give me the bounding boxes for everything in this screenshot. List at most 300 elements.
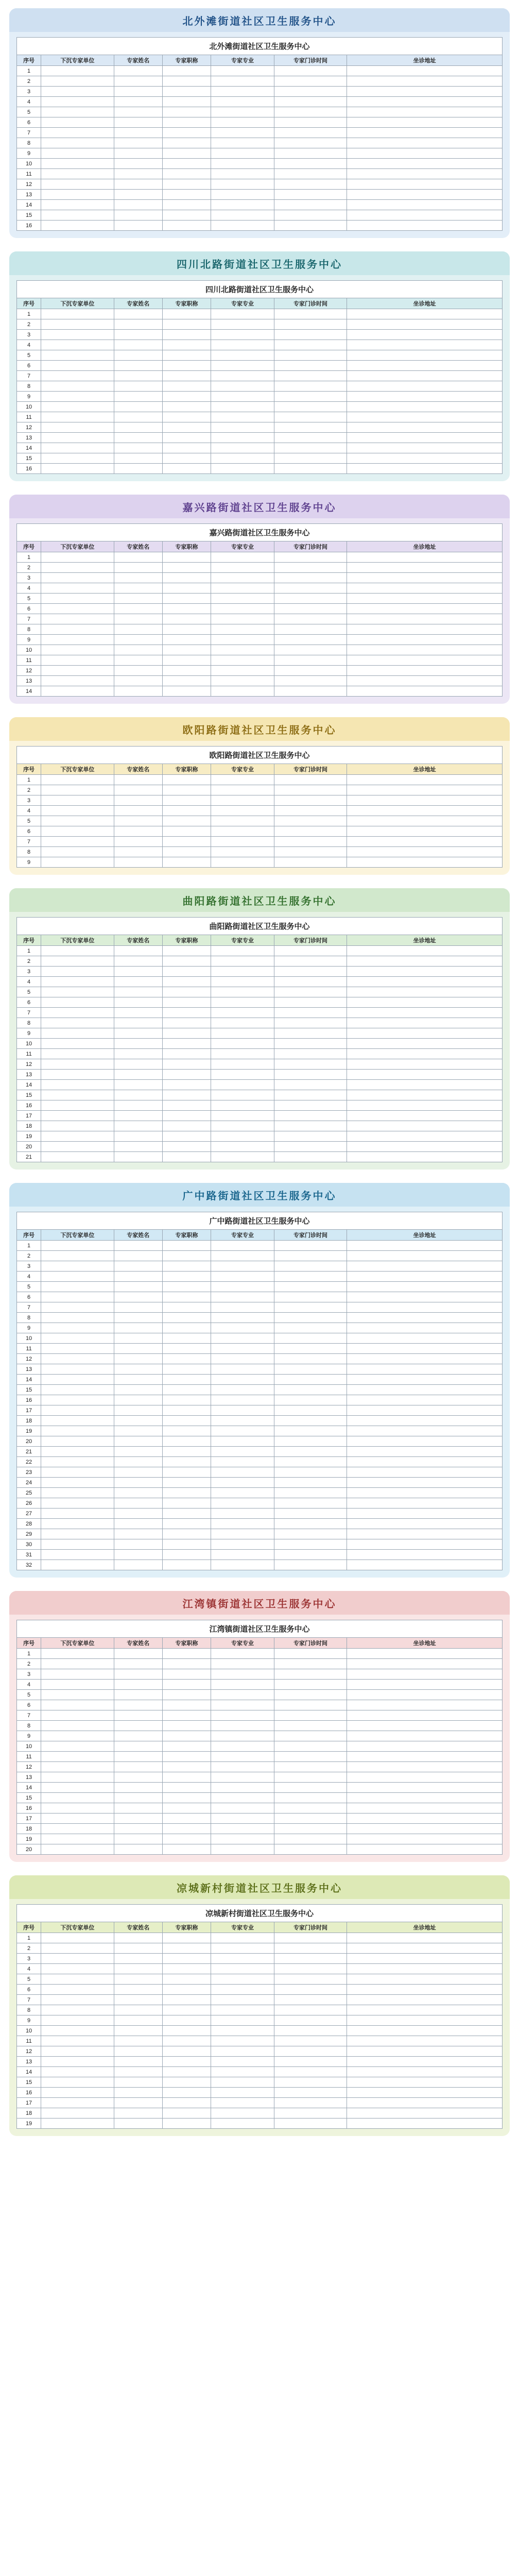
table-cell xyxy=(274,1080,347,1090)
table-cell xyxy=(211,190,274,200)
table-cell xyxy=(114,138,162,148)
row-number: 1 xyxy=(17,552,41,563)
table-cell xyxy=(162,2057,211,2067)
table-cell xyxy=(162,1426,211,1436)
table-cell xyxy=(114,1457,162,1467)
table-cell xyxy=(41,1824,114,1834)
table-cell xyxy=(41,1772,114,1783)
table-cell xyxy=(211,987,274,997)
table-cell xyxy=(162,1933,211,1943)
table-cell xyxy=(41,785,114,795)
table-cell xyxy=(41,1018,114,1028)
table-cell xyxy=(274,1405,347,1416)
table-cell xyxy=(211,1488,274,1498)
table-cell xyxy=(274,1344,347,1354)
table-cell xyxy=(347,148,503,159)
table-cell xyxy=(211,117,274,128)
table-caption: 凉城新村街道社区卫生服务中心 xyxy=(16,1904,503,1922)
table-cell xyxy=(211,1447,274,1457)
table-row xyxy=(17,1261,503,1272)
table-cell xyxy=(274,1680,347,1690)
table-cell xyxy=(274,1964,347,1974)
table-cell xyxy=(347,997,503,1008)
table-header-row xyxy=(17,541,503,552)
table-row xyxy=(17,1447,503,1457)
table-cell xyxy=(274,857,347,868)
table-cell xyxy=(347,402,503,412)
row-number: 5 xyxy=(17,987,41,997)
table-cell xyxy=(211,655,274,666)
table-cell xyxy=(347,2108,503,2119)
table-cell xyxy=(347,1772,503,1783)
table-cell xyxy=(162,1752,211,1762)
column-header: 专家门诊时间 xyxy=(274,298,347,309)
table-cell xyxy=(274,1251,347,1261)
table-cell xyxy=(41,946,114,956)
table-cell xyxy=(162,148,211,159)
table-cell xyxy=(211,148,274,159)
table-cell xyxy=(162,795,211,806)
table-cell xyxy=(41,1519,114,1529)
table-caption: 欧阳路街道社区卫生服务中心 xyxy=(16,746,503,764)
table-row xyxy=(17,1741,503,1752)
table-cell xyxy=(274,2015,347,2026)
table-cell xyxy=(347,2098,503,2108)
table-row xyxy=(17,1039,503,1049)
table-row xyxy=(17,806,503,816)
table-cell xyxy=(41,2108,114,2119)
table-cell xyxy=(114,1282,162,1292)
table-cell xyxy=(211,1313,274,1323)
row-number: 9 xyxy=(17,1323,41,1333)
table-cell xyxy=(274,2119,347,2129)
table-cell xyxy=(347,117,503,128)
table-cell xyxy=(211,1131,274,1142)
row-number: 4 xyxy=(17,97,41,107)
table-cell xyxy=(347,159,503,169)
table-cell xyxy=(114,987,162,997)
table-cell xyxy=(211,464,274,474)
table-cell xyxy=(41,2119,114,2129)
table-row xyxy=(17,552,503,563)
table-cell xyxy=(211,666,274,676)
row-number: 10 xyxy=(17,402,41,412)
table-cell xyxy=(162,340,211,350)
table-cell xyxy=(41,635,114,645)
column-header: 坐诊地址 xyxy=(347,541,503,552)
table-cell xyxy=(211,1560,274,1570)
column-header: 坐诊地址 xyxy=(347,764,503,775)
table-cell xyxy=(347,1080,503,1090)
table-cell xyxy=(274,381,347,392)
table-cell xyxy=(114,946,162,956)
table-cell xyxy=(274,1121,347,1131)
table-row xyxy=(17,148,503,159)
table-cell xyxy=(162,1282,211,1292)
table-cell xyxy=(347,1669,503,1680)
table-row xyxy=(17,1251,503,1261)
sections-list xyxy=(9,8,510,2136)
table-cell xyxy=(274,1995,347,2005)
row-number: 13 xyxy=(17,1070,41,1080)
row-number: 9 xyxy=(17,1028,41,1039)
table-cell xyxy=(41,1416,114,1426)
table-cell xyxy=(274,97,347,107)
table-cell xyxy=(211,1954,274,1964)
table-row xyxy=(17,1943,503,1954)
row-number: 11 xyxy=(17,655,41,666)
column-header: 专家专业 xyxy=(211,764,274,775)
table-cell xyxy=(274,552,347,563)
table-cell xyxy=(211,1680,274,1690)
table-cell xyxy=(162,169,211,179)
table-cell xyxy=(162,826,211,837)
row-number: 7 xyxy=(17,1302,41,1313)
table-cell xyxy=(274,1550,347,1560)
table-cell xyxy=(211,604,274,614)
table-cell xyxy=(274,997,347,1008)
column-header: 下沉专家单位 xyxy=(41,1922,114,1933)
table-cell xyxy=(347,1059,503,1070)
table-cell xyxy=(211,1550,274,1560)
table-cell xyxy=(347,1364,503,1375)
row-number: 17 xyxy=(17,1405,41,1416)
table-cell xyxy=(114,128,162,138)
table-cell xyxy=(274,1539,347,1550)
row-number: 10 xyxy=(17,1741,41,1752)
column-header: 专家专业 xyxy=(211,298,274,309)
row-number: 19 xyxy=(17,1131,41,1142)
table-cell xyxy=(162,1560,211,1570)
table-cell xyxy=(274,443,347,453)
table-cell xyxy=(41,1783,114,1793)
row-number: 4 xyxy=(17,340,41,350)
table-cell xyxy=(347,2088,503,2098)
table-cell xyxy=(211,967,274,977)
table-cell xyxy=(41,1447,114,1457)
table-row xyxy=(17,117,503,128)
column-header: 序号 xyxy=(17,1922,41,1933)
table-cell xyxy=(347,1943,503,1954)
table-cell xyxy=(41,676,114,686)
table-cell xyxy=(114,1550,162,1560)
table-cell xyxy=(347,1436,503,1447)
row-number: 19 xyxy=(17,2119,41,2129)
table-caption: 嘉兴路街道社区卫生服务中心 xyxy=(16,523,503,541)
table-cell xyxy=(211,676,274,686)
table-cell xyxy=(162,1680,211,1690)
table-cell xyxy=(274,412,347,422)
table-row xyxy=(17,87,503,97)
table-cell xyxy=(274,221,347,231)
table-cell xyxy=(41,1943,114,1954)
table-cell xyxy=(347,340,503,350)
table-row xyxy=(17,361,503,371)
table-row xyxy=(17,2026,503,2036)
section-banner: 广中路街道社区卫生服务中心 xyxy=(9,1183,510,1207)
table-row xyxy=(17,624,503,635)
row-number: 11 xyxy=(17,169,41,179)
center-section xyxy=(9,1183,510,1578)
table-cell xyxy=(41,956,114,967)
table-cell xyxy=(114,1974,162,1985)
table-row xyxy=(17,1772,503,1783)
table-cell xyxy=(114,1954,162,1964)
table-cell xyxy=(162,392,211,402)
table-cell xyxy=(162,2015,211,2026)
row-number: 26 xyxy=(17,1498,41,1509)
row-number: 20 xyxy=(17,1436,41,1447)
table-cell xyxy=(41,1152,114,1162)
table-cell xyxy=(211,66,274,76)
table-cell xyxy=(41,1690,114,1700)
row-number: 10 xyxy=(17,159,41,169)
table-row xyxy=(17,1436,503,1447)
row-number: 10 xyxy=(17,1333,41,1344)
table-cell xyxy=(347,1261,503,1272)
table-row xyxy=(17,1282,503,1292)
table-cell xyxy=(162,594,211,604)
table-row xyxy=(17,76,503,87)
row-number: 32 xyxy=(17,1560,41,1570)
table-cell xyxy=(162,190,211,200)
table-row xyxy=(17,1824,503,1834)
table-cell xyxy=(41,1364,114,1375)
table-cell xyxy=(114,433,162,443)
table-cell xyxy=(41,1659,114,1669)
table-cell xyxy=(347,686,503,697)
table-cell xyxy=(41,179,114,190)
table-row xyxy=(17,1333,503,1344)
table-row xyxy=(17,221,503,231)
table-cell xyxy=(162,676,211,686)
column-header: 专家门诊时间 xyxy=(274,1230,347,1241)
table-cell xyxy=(41,2046,114,2057)
table-cell xyxy=(114,1995,162,2005)
table-cell xyxy=(274,371,347,381)
table-cell xyxy=(211,2098,274,2108)
table-cell xyxy=(211,1933,274,1943)
table-header-row xyxy=(17,298,503,309)
table-cell xyxy=(347,1985,503,1995)
table-cell xyxy=(114,1824,162,1834)
table-cell xyxy=(162,1354,211,1364)
row-number: 31 xyxy=(17,1550,41,1560)
table-cell xyxy=(162,138,211,148)
table-cell xyxy=(114,1436,162,1447)
table-cell xyxy=(211,1752,274,1762)
table-cell xyxy=(162,573,211,583)
table-cell xyxy=(41,686,114,697)
row-number: 12 xyxy=(17,666,41,676)
table-cell xyxy=(41,563,114,573)
table-cell xyxy=(41,1354,114,1364)
row-number: 14 xyxy=(17,1080,41,1090)
table-cell xyxy=(41,1498,114,1509)
table-cell xyxy=(347,1152,503,1162)
table-cell xyxy=(274,826,347,837)
table-cell xyxy=(211,2108,274,2119)
table-cell xyxy=(211,1659,274,1669)
table-cell xyxy=(114,1721,162,1731)
table-cell xyxy=(274,1070,347,1080)
table-cell xyxy=(274,686,347,697)
table-row xyxy=(17,967,503,977)
table-cell xyxy=(347,1824,503,1834)
table-cell xyxy=(211,1405,274,1416)
table-cell xyxy=(211,1375,274,1385)
row-number: 8 xyxy=(17,381,41,392)
table-cell xyxy=(162,1539,211,1550)
table-row xyxy=(17,1834,503,1844)
table-cell xyxy=(274,806,347,816)
table-cell xyxy=(211,2119,274,2129)
table-row xyxy=(17,1478,503,1488)
table-cell xyxy=(114,1772,162,1783)
table-cell xyxy=(347,1974,503,1985)
table-cell xyxy=(114,2108,162,2119)
table-cell xyxy=(274,169,347,179)
table-cell xyxy=(347,645,503,655)
table-cell xyxy=(114,1090,162,1100)
table-cell xyxy=(211,1985,274,1995)
table-cell xyxy=(347,330,503,340)
table-cell xyxy=(274,1261,347,1272)
table-cell xyxy=(211,87,274,97)
table-cell xyxy=(114,795,162,806)
table-cell xyxy=(274,76,347,87)
table-cell xyxy=(41,1803,114,1814)
table-cell xyxy=(211,2077,274,2088)
table-cell xyxy=(114,190,162,200)
table-cell xyxy=(162,686,211,697)
table-cell xyxy=(347,1762,503,1772)
table-cell xyxy=(274,946,347,956)
table-cell xyxy=(162,1241,211,1251)
table-cell xyxy=(274,464,347,474)
column-header: 专家姓名 xyxy=(114,1638,162,1649)
table-cell xyxy=(162,66,211,76)
table-cell xyxy=(41,221,114,231)
table-cell xyxy=(274,1447,347,1457)
table-cell xyxy=(274,1111,347,1121)
table-caption: 曲阳路街道社区卫生服务中心 xyxy=(16,917,503,935)
table-cell xyxy=(211,402,274,412)
row-number: 16 xyxy=(17,1395,41,1405)
row-number: 14 xyxy=(17,1375,41,1385)
table-cell xyxy=(211,1509,274,1519)
table-cell xyxy=(162,1080,211,1090)
table-cell xyxy=(162,967,211,977)
table-cell xyxy=(211,614,274,624)
table-cell xyxy=(347,1385,503,1395)
row-number: 16 xyxy=(17,1100,41,1111)
table-cell xyxy=(162,604,211,614)
table-cell xyxy=(211,2036,274,2046)
table-cell xyxy=(211,76,274,87)
table-row xyxy=(17,1375,503,1385)
table-cell xyxy=(41,453,114,464)
table-row xyxy=(17,1550,503,1560)
table-cell xyxy=(347,2005,503,2015)
table-cell xyxy=(347,1028,503,1039)
table-cell xyxy=(347,847,503,857)
table-cell xyxy=(41,1974,114,1985)
table-cell xyxy=(211,1519,274,1529)
table-cell xyxy=(41,2098,114,2108)
table-cell xyxy=(41,128,114,138)
table-cell xyxy=(114,1251,162,1261)
table-cell xyxy=(41,1814,114,1824)
row-number: 15 xyxy=(17,210,41,221)
table-cell xyxy=(274,1241,347,1251)
row-number: 16 xyxy=(17,464,41,474)
table-cell xyxy=(211,1385,274,1395)
table-cell xyxy=(347,614,503,624)
table-cell xyxy=(41,350,114,361)
table-cell xyxy=(41,422,114,433)
column-header: 专家姓名 xyxy=(114,1922,162,1933)
table-cell xyxy=(114,847,162,857)
table-row xyxy=(17,350,503,361)
table-cell xyxy=(114,443,162,453)
table-cell xyxy=(114,1690,162,1700)
table-row xyxy=(17,128,503,138)
table-row xyxy=(17,826,503,837)
table-cell xyxy=(347,1649,503,1659)
table-cell xyxy=(211,1834,274,1844)
table-cell xyxy=(162,179,211,190)
table-cell xyxy=(114,1100,162,1111)
table-row xyxy=(17,795,503,806)
table-cell xyxy=(347,795,503,806)
table-cell xyxy=(274,1824,347,1834)
column-header: 专家专业 xyxy=(211,1922,274,1933)
table-cell xyxy=(114,686,162,697)
table-cell xyxy=(211,847,274,857)
table-cell xyxy=(162,1995,211,2005)
table-cell xyxy=(41,1457,114,1467)
section-banner: 凉城新村街道社区卫生服务中心 xyxy=(9,1875,510,1899)
table-row xyxy=(17,1659,503,1669)
table-cell xyxy=(162,1090,211,1100)
table-cell xyxy=(347,76,503,87)
table-cell xyxy=(114,1844,162,1855)
table-cell xyxy=(162,1059,211,1070)
table-cell xyxy=(114,2077,162,2088)
table-cell xyxy=(347,1333,503,1344)
table-cell xyxy=(347,1560,503,1570)
table-cell xyxy=(41,2026,114,2036)
table-cell xyxy=(114,392,162,402)
table-cell xyxy=(41,1272,114,1282)
table-cell xyxy=(274,1803,347,1814)
section-banner: 欧阳路街道社区卫生服务中心 xyxy=(9,717,510,741)
table-cell xyxy=(211,624,274,635)
table-cell xyxy=(41,361,114,371)
table-cell xyxy=(162,221,211,231)
table-cell xyxy=(114,1142,162,1152)
table-cell xyxy=(347,857,503,868)
table-cell xyxy=(211,1995,274,2005)
table-cell xyxy=(274,1354,347,1364)
table-cell xyxy=(274,1478,347,1488)
table-cell xyxy=(347,1241,503,1251)
table-cell xyxy=(41,1282,114,1292)
table-cell xyxy=(211,816,274,826)
column-header: 专家姓名 xyxy=(114,1230,162,1241)
table-cell xyxy=(347,666,503,676)
